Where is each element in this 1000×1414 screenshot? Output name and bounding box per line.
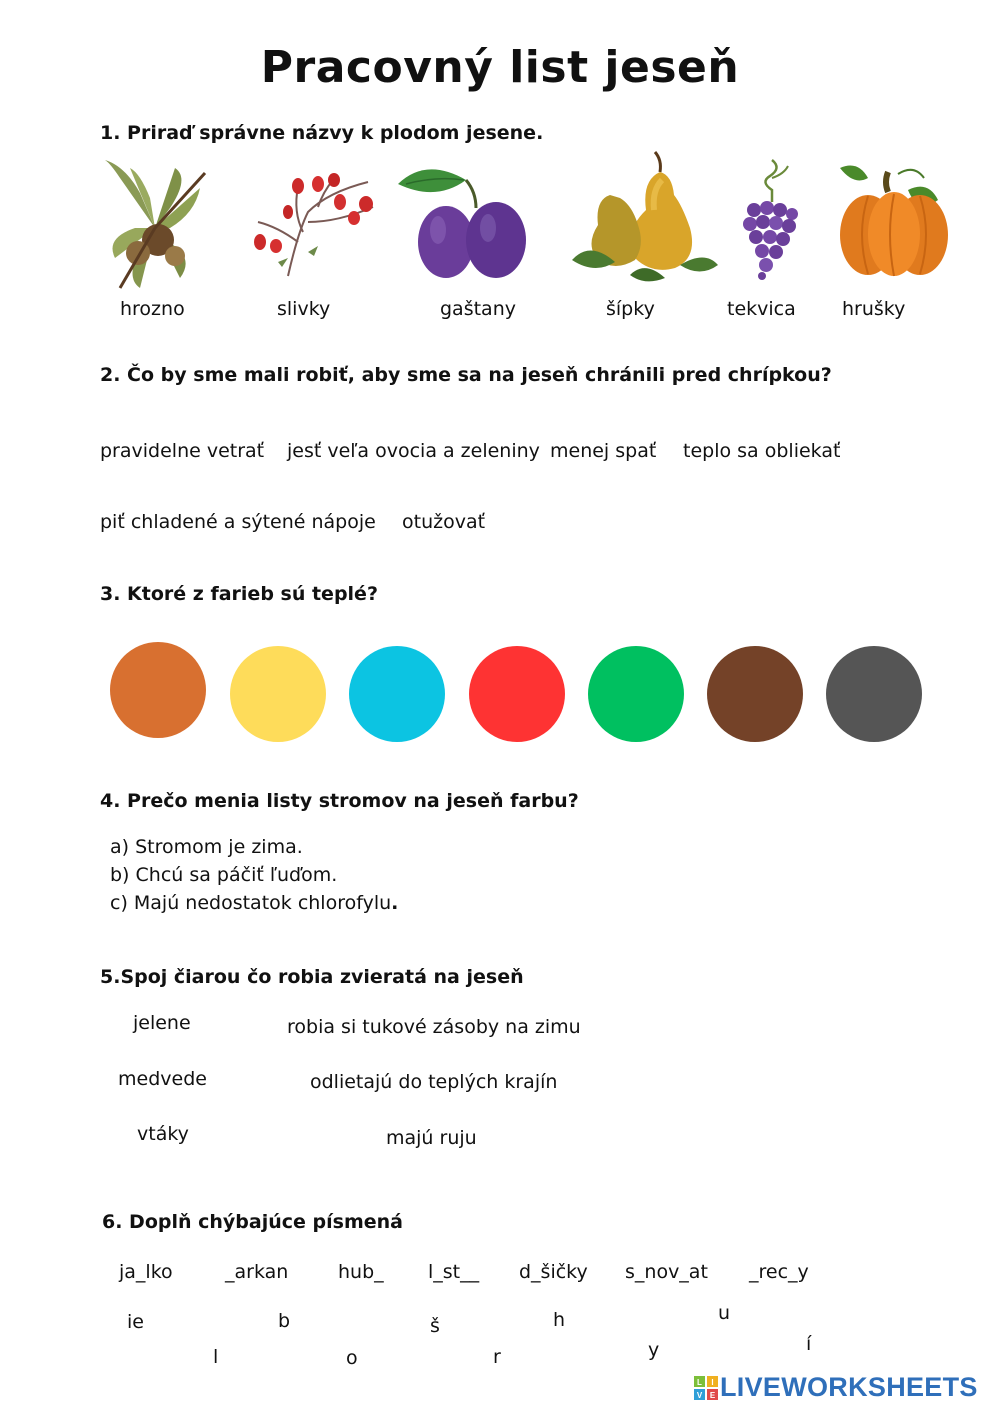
answer-c-period: . [391, 892, 399, 914]
question-3: 3. Ktoré z farieb sú teplé? [100, 583, 378, 605]
color-circle-4[interactable] [469, 646, 565, 742]
animal-action-2[interactable]: odlietajú do teplých krajín [310, 1071, 558, 1093]
letter-tile[interactable]: l [213, 1346, 219, 1368]
chestnut-icon [100, 158, 210, 296]
flu-option-1[interactable]: pravidelne vetrať [100, 440, 265, 462]
svg-text:V: V [696, 1391, 703, 1400]
missing-word-7[interactable]: _rec_y [749, 1261, 809, 1283]
letter-tile[interactable]: u [718, 1302, 731, 1324]
grape-icon [742, 158, 802, 280]
fruit-word-1[interactable]: hrozno [120, 298, 185, 320]
answer-c[interactable] [110, 892, 398, 914]
fruit-word-6[interactable]: hrušky [842, 298, 906, 320]
letter-tile[interactable]: y [648, 1339, 660, 1361]
fruit-word-2[interactable]: slivky [277, 298, 331, 320]
letter-tile[interactable]: í [806, 1333, 812, 1355]
flu-option-2[interactable]: jesť veľa ovocia a zeleniny [287, 440, 540, 462]
color-circle-5[interactable] [588, 646, 684, 742]
letter-tile[interactable]: š [430, 1315, 440, 1337]
question-2: 2. Čo by sme mali robiť, aby sme sa na jeseň chránili pred chrípkou? [100, 364, 832, 386]
letter-tile[interactable]: b [278, 1310, 291, 1332]
animal-3[interactable]: vtáky [137, 1123, 189, 1145]
flu-option-3[interactable]: menej spať [550, 440, 657, 462]
fruit-word-4[interactable]: šípky [606, 298, 655, 320]
animal-2[interactable]: medvede [118, 1068, 207, 1090]
answer-a[interactable]: a) Stromom je zima. [110, 836, 303, 858]
page-title: Pracovný list jeseň [260, 42, 740, 93]
plum-icon [396, 162, 528, 282]
liveworksheets-watermark: LIVEWORKSHEETS [720, 1372, 978, 1402]
question-6: 6. Doplň chýbajúce písmená [102, 1211, 403, 1233]
question-5: 5.Spoj čiarou čo robia zvieratá na jeseň [100, 966, 524, 988]
pear-icon [570, 150, 720, 288]
missing-word-1[interactable]: ja_lko [119, 1261, 173, 1283]
svg-text:I: I [711, 1378, 714, 1387]
question-4: 4. Prečo menia listy stromov na jeseň farbu? [100, 790, 579, 812]
missing-word-5[interactable]: d_šičky [519, 1261, 588, 1283]
animal-1[interactable]: jelene [133, 1012, 191, 1034]
letter-tile[interactable]: o [346, 1347, 358, 1369]
answer-c-text: c) Majú nedostatok chlorofylu [110, 892, 392, 914]
flu-option-4[interactable]: teplo sa obliekať [683, 440, 841, 462]
liveworksheets-logo-icon [694, 1376, 718, 1400]
svg-text:E: E [709, 1391, 716, 1400]
animal-action-3[interactable]: majú ruju [386, 1127, 477, 1149]
letter-tile[interactable]: r [493, 1346, 501, 1368]
fruit-word-5[interactable]: tekvica [727, 298, 796, 320]
color-circle-2[interactable] [230, 646, 326, 742]
answer-b[interactable]: b) Chcú sa páčiť ľuďom. [110, 864, 338, 886]
pumpkin-icon [838, 160, 950, 280]
animal-action-1[interactable]: robia si tukové zásoby na zimu [287, 1016, 581, 1038]
color-circle-1[interactable] [110, 642, 206, 738]
missing-word-3[interactable]: hub_ [338, 1261, 384, 1283]
flu-option-5[interactable]: piť chladené a sýtené nápoje [100, 511, 376, 533]
missing-word-4[interactable]: l_st__ [428, 1261, 480, 1283]
color-circle-6[interactable] [707, 646, 803, 742]
question-1: 1. Priraď správne názvy k plodom jesene. [100, 122, 544, 144]
color-circle-3[interactable] [349, 646, 445, 742]
color-circle-7[interactable] [826, 646, 922, 742]
missing-word-2[interactable]: _arkan [225, 1261, 289, 1283]
letter-tile[interactable]: h [553, 1309, 566, 1331]
rosehip-icon [248, 172, 384, 280]
fruit-word-3[interactable]: gaštany [440, 298, 516, 320]
letter-tile[interactable]: ie [127, 1311, 144, 1333]
flu-option-6[interactable]: otužovať [402, 511, 486, 533]
missing-word-6[interactable]: s_nov_at [625, 1261, 708, 1283]
svg-text:L: L [697, 1378, 702, 1387]
